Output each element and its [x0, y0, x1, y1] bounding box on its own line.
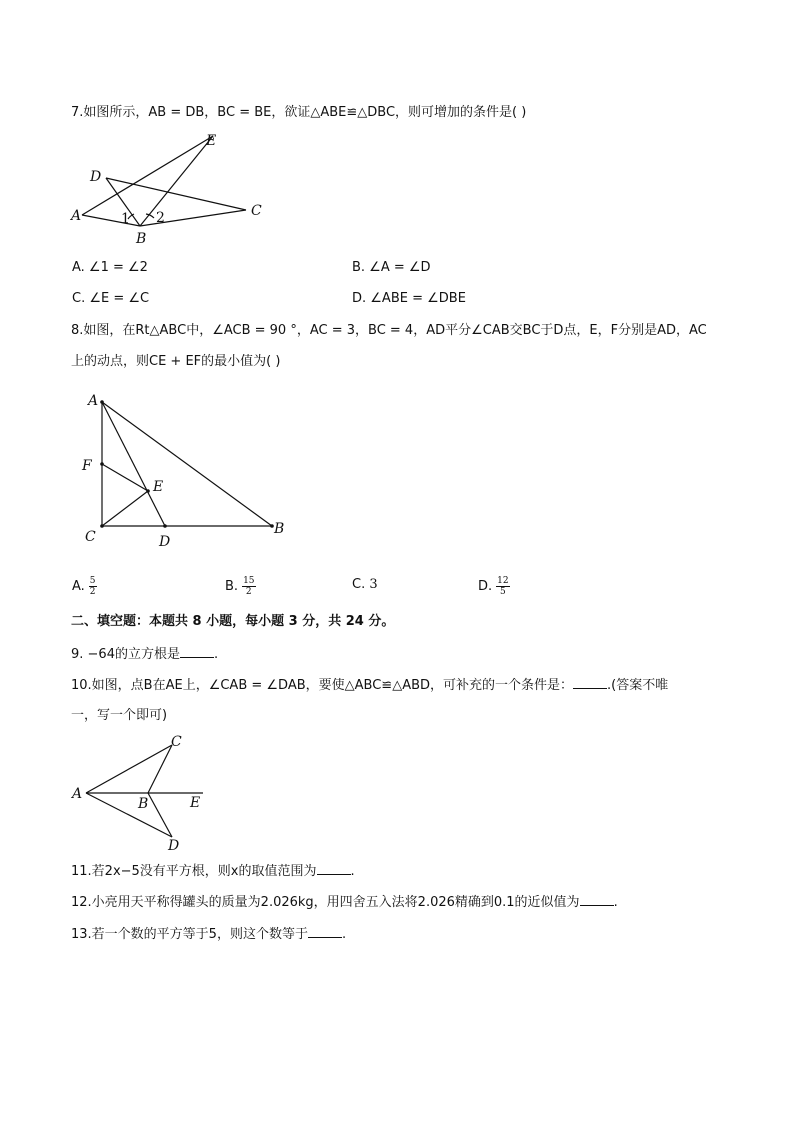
q8-stem-line2: 上的动点，则CE + EF的最小值为( )	[71, 354, 281, 369]
q8-label-D: D	[159, 534, 171, 550]
q8-option-b-fraction: $\frac{15}{2}$	[243, 576, 255, 597]
q11-blank	[317, 862, 351, 875]
q8-option-d-fraction: $\frac{12}{5}$	[497, 576, 509, 597]
q13-text: 13.若一个数的平方等于5，则这个数等于	[71, 927, 308, 942]
q8-option-a	[72, 576, 97, 597]
q10-label-D: D	[168, 838, 180, 854]
q7-label-D: D	[90, 169, 102, 185]
q12	[71, 893, 618, 912]
q8-label-E: E	[153, 479, 164, 495]
q10-text: 10.如图，点B在AE上，∠CAB = ∠DAB，要使△ABC≌△ABD，可补充的一个条件是：	[71, 678, 574, 693]
q13-end: .	[341, 927, 347, 942]
q10-label-C: C	[171, 734, 182, 750]
q7-figure	[66, 128, 276, 250]
q12-blank	[580, 893, 614, 906]
q8-stem-line1: 8.如图，在Rt△ABC中，∠ACB = 90 °，AC = 3，BC = 4，AD平分∠CAB交BC于D点，E，F分别是AD，AC	[71, 323, 707, 338]
q11	[71, 862, 355, 881]
q8-label-B: B	[274, 521, 285, 537]
q10-line2: 一，写一个即可)	[71, 708, 168, 723]
q11-end: .	[350, 864, 355, 879]
q7-label-2: 2	[156, 210, 165, 226]
section2-heading: 二、填空题：本题共 8 小题，每小题 3 分，共 24 分。	[71, 614, 395, 629]
q7-option-d: D. ∠ABE = ∠DBE	[352, 291, 466, 306]
q7-label-C: C	[251, 203, 262, 219]
q8-option-d-prefix: D.	[478, 579, 493, 594]
q8-label-F: F	[82, 458, 92, 474]
q10-label-A: A	[72, 786, 83, 802]
q8-option-c-prefix: C.	[352, 577, 366, 592]
q7-label-E: E	[206, 133, 217, 149]
q8-option-a-prefix: A.	[72, 579, 85, 594]
q7-stem: 7.如图所示，AB = DB，BC = BE，欲证△ABE≌△DBC，则可增加的条件是( )	[71, 105, 527, 120]
q8-option-d	[478, 576, 510, 597]
q9-blank	[180, 645, 214, 658]
q13-blank	[308, 925, 342, 938]
q8-option-b-prefix: B.	[225, 579, 239, 594]
q9-end: .	[213, 647, 219, 662]
q9	[71, 645, 218, 664]
q7-label-B: B	[136, 231, 147, 247]
q10-label-B: B	[138, 796, 149, 812]
q7-label-A: A	[71, 208, 82, 224]
q10-blank	[573, 676, 607, 689]
q8-label-A: A	[88, 393, 99, 409]
q7-option-a: A. ∠1 = ∠2	[72, 260, 148, 275]
q8-figure	[80, 390, 300, 552]
q8-option-a-fraction: $\frac{5}{2}$	[89, 576, 96, 597]
q7-label-1: 1	[121, 211, 130, 227]
q8-option-c-value: 3	[369, 577, 378, 592]
q11-text: 11.若2x−5没有平方根，则x的取值范围为	[71, 864, 317, 879]
q7-option-c: C. ∠E = ∠C	[72, 291, 150, 306]
q13	[71, 925, 346, 944]
q8-option-c	[352, 576, 378, 594]
q10-label-E: E	[190, 795, 201, 811]
q8-option-b	[225, 576, 256, 597]
q10-line1	[71, 676, 668, 695]
q9-text: 9. −64的立方根是	[71, 647, 180, 662]
q12-end: .	[613, 895, 618, 910]
q8-label-C: C	[85, 529, 96, 545]
q7-option-b: B. ∠A = ∠D	[352, 260, 431, 275]
q10-text-after: .(答案不唯	[607, 678, 669, 693]
q10-figure	[68, 730, 218, 855]
q12-text: 12.小亮用天平称得罐头的质量为2.026kg，用四舍五入法将2.026精确到0.1的近似值为	[71, 895, 580, 910]
